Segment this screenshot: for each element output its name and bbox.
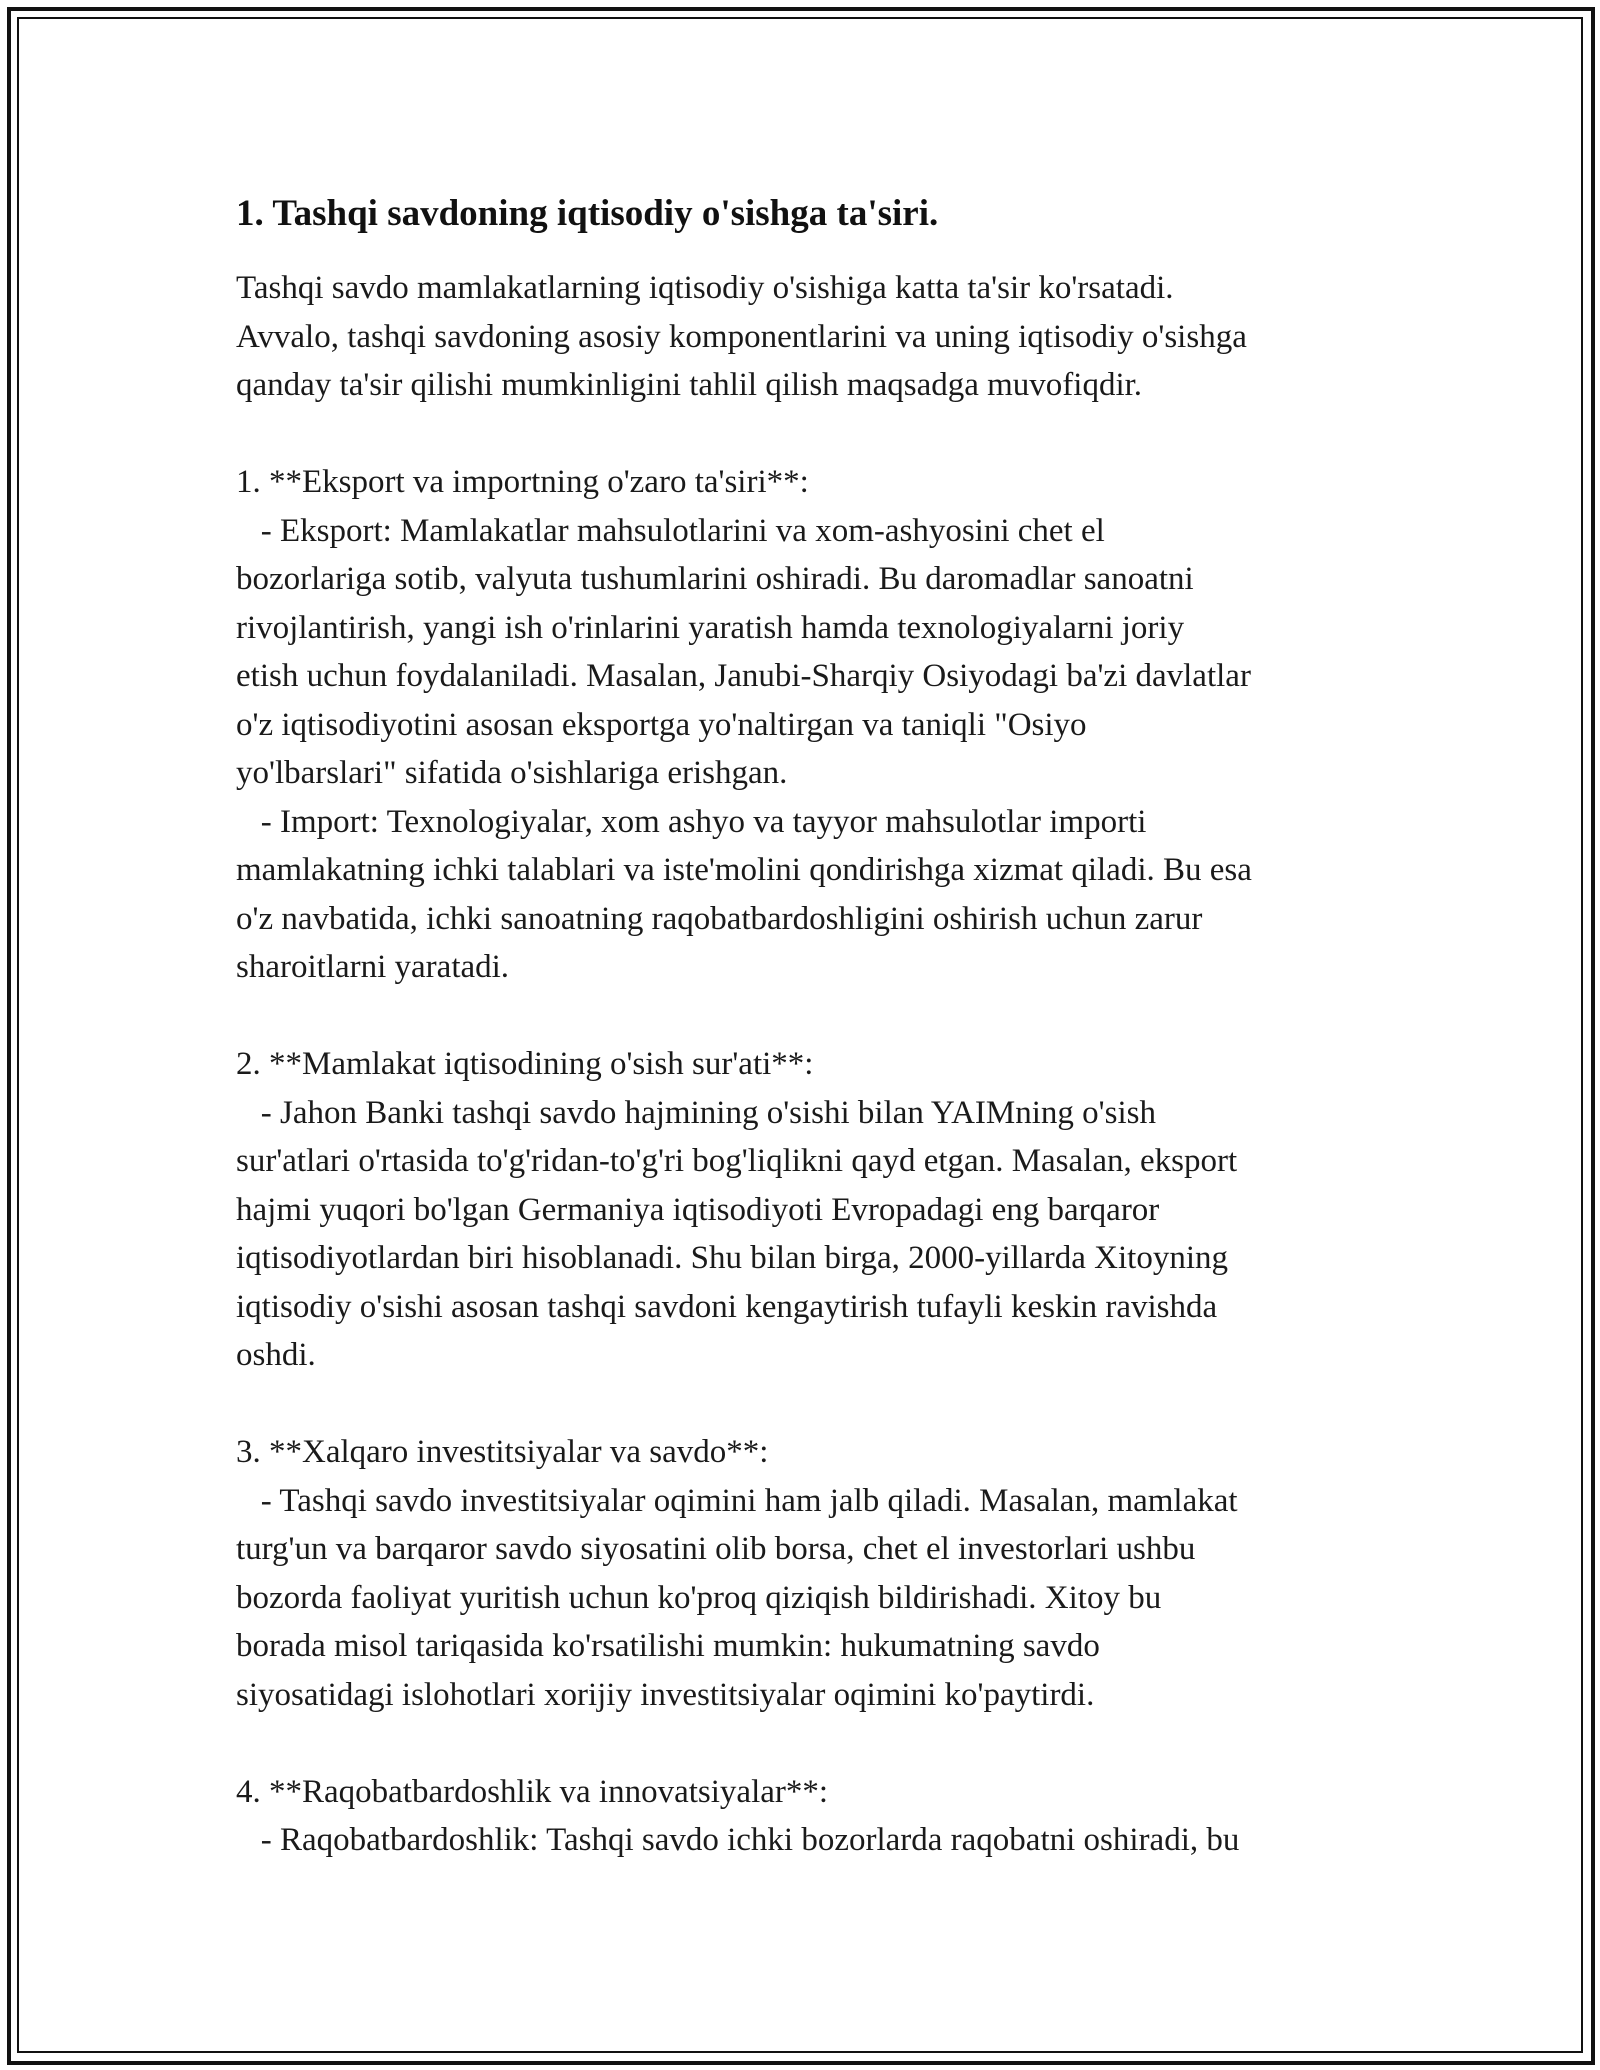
document-content <box>236 186 1376 1865</box>
document-body: Tashqi savdo mamlakatlarning iqtisodiy o'sishiga katta ta'sir ko'rsatadi. Avvalo, tashqi savdoning asosiy komponentlarini va uning iqtisodiy o'sishga qanday ta'sir qilishi mumkinligini tahlil qilish maqsadga muvofiqdir. 1. **Eksport va importning o'zaro ta'siri**: - Eksport: Mamlakatlar mahsulotlarini va xom-ashyosini chet el bozorlariga sotib, valyuta tushumlarini oshiradi. Bu daromadlar sanoatni rivojlantirish, yangi ish o'rinlarini yaratish hamda texnologiyalarni joriy etish uchun foydalaniladi. Masalan, Janubi-Sharqiy Osiyodagi ba'zi davlatlar o'z iqtisodiyotini asosan eksportga yo'naltirgan va taniqli "Osiyo yo'lbarslari" sifatida o'sishlariga erishgan. - Import: Texnologiyalar, xom ashyo va tayyor mahsulotlar importi mamlakatning ichki talablari va iste'molini qondirishga xizmat qiladi. Bu esa o'z navbatida, ichki sanoatning raqobatbardoshligini oshirish uchun zarur sharoitlarni yaratadi. 2. **Mamlakat iqtisodining o'sish sur'ati**: - Jahon Banki tashqi savdo hajmining o'sishi bilan YAIMning o'sish sur'atlari o'rtasida to'g'ridan-to'g'ri bog'liqlikni qayd etgan. Masalan, eksport hajmi yuqori bo'lgan Germaniya iqtisodiyoti Evropadagi eng barqaror iqtisodiyotlardan biri hisoblanadi. Shu bilan birga, 2000-yillarda Xitoyning iqtisodiy o'sishi asosan tashqi savdoni kengaytirish tufayli keskin ravishda oshdi. 3. **Xalqaro investitsiyalar va savdo**: - Tashqi savdo investitsiyalar oqimini ham jalb qiladi. Masalan, mamlakat turg'un va barqaror savdo siyosatini olib borsa, chet el investorlari ushbu bozorda faoliyat yuritish uchun ko'proq qiziqish bildirishadi. Xitoy bu borada misol tariqasida ko'rsatilishi mumkin: hukumatning savdo siyosatidagi islohotlari xorijiy investitsiyalar oqimini ko'paytirdi. 4. **Raqobatbardoshlik va innovatsiyalar**: - Raqobatbardoshlik: Tashqi savdo ichki bozorlarda raqobatni oshiradi, bu <box>236 270 1252 1858</box>
page-title: 1. Tashqi savdoning iqtisodiy o'sishga ta'siri. <box>236 193 939 234</box>
